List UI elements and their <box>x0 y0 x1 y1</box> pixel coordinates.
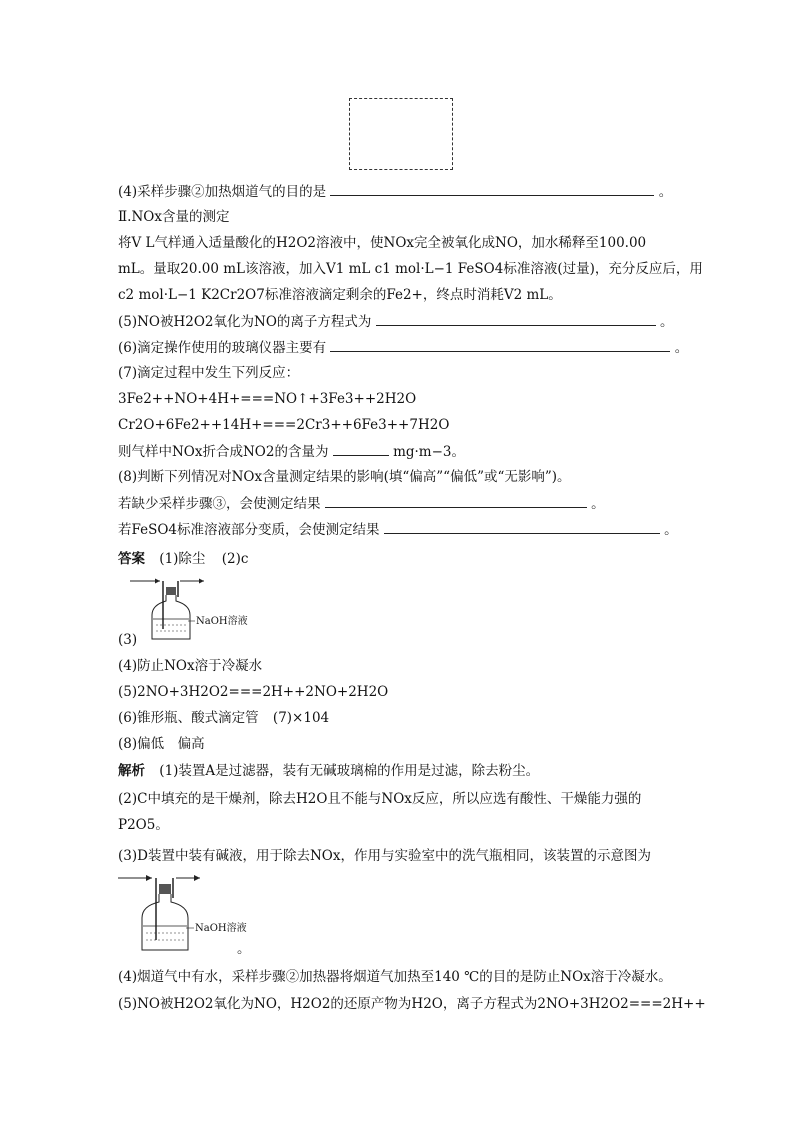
answer-blank[interactable] <box>384 519 660 534</box>
question-6 <box>118 337 688 358</box>
stopper <box>166 587 176 595</box>
bottle <box>142 894 188 950</box>
answer-3: (3) <box>118 632 138 648</box>
answer-blank[interactable] <box>333 441 389 456</box>
answer-1: (1)除尘 <box>159 551 206 567</box>
answer-blank[interactable] <box>330 181 654 196</box>
arrow-head <box>155 579 160 584</box>
question-8b-text: 若FeSO4标准溶液部分变质，会使测定结果 <box>118 522 380 538</box>
analysis-3: (3)D装置中装有碱液，用于除去NOx，作用与实验室中的洗气瓶相同，该装置的示意图为 <box>118 848 651 864</box>
answer-2: (2)c <box>221 551 249 567</box>
analysis-5: (5)NO被H2O2氧化为NO，H2O2的还原产物为H2O，离子方程式为2NO+3H2O2===2H++ <box>118 996 706 1012</box>
question-7b-text: 则气样中NOx折合成NO2的含量为 <box>118 444 329 460</box>
equation-1: 3Fe2++NO+4H+===NO↑+3Fe3++2H2O <box>118 391 417 407</box>
answer-label: 答案 <box>118 551 145 567</box>
analysis-label: 解析 <box>118 763 145 779</box>
question-8a-text: 若缺少采样步骤③，会使测定结果 <box>118 496 321 512</box>
analysis-line <box>118 761 539 781</box>
answer-box <box>349 98 453 170</box>
analysis-4: (4)烟道气中有水，采样步骤②加热器将烟道气加热至140 ℃的目的是防止NOx溶于冷凝水。 <box>118 969 672 985</box>
question-6-text: (6)滴定操作使用的玻璃仪器主要有 <box>118 340 327 356</box>
analysis-2-cont: P2O5。 <box>118 817 169 833</box>
arrow-head <box>146 875 152 881</box>
stopper <box>159 884 171 894</box>
question-5-text: (5)NO被H2O2氧化为NO的离子方程式为 <box>118 314 372 330</box>
punctuation: 。 <box>237 941 251 957</box>
punctuation: 。 <box>658 184 673 200</box>
paragraph-line: 将V L气样通入适量酸化的H2O2溶液中，使NOx完全被氧化成NO，加水稀释至100.00 <box>118 235 647 251</box>
question-5 <box>118 311 674 332</box>
answer-4: (4)防止NOx溶于冷凝水 <box>118 658 263 674</box>
paragraph-line: mL。量取20.00 mL该溶液，加入V1 mL c1 mol·L−1 FeSO4标准溶液(过量)，充分反应后，用 <box>118 261 703 277</box>
question-8a <box>118 493 605 514</box>
analysis-2: (2)C中填充的是干燥剂，除去H2O且不能与NOx反应，所以应选有酸性、干燥能力强的 <box>118 791 642 807</box>
answer-8: (8)偏低 偏高 <box>118 736 205 752</box>
naoh-label: NaOH溶液 <box>195 923 247 934</box>
paragraph-line: c2 mol·L−1 K2Cr2O7标准溶液滴定剩余的Fe2+，终点时消耗V2 mL。 <box>118 287 562 303</box>
answer-5: (5)2NO+3H2O2===2H++2NO+2H2O <box>118 684 389 700</box>
equation-2: Cr2O+6Fe2++14H+===2Cr3++6Fe3++7H2O <box>118 417 450 433</box>
bottle <box>152 595 190 639</box>
punctuation: 。 <box>674 340 689 356</box>
answer-blank[interactable] <box>376 311 656 326</box>
section-heading: Ⅱ.NOx含量的测定 <box>118 209 230 225</box>
unit: mg·m−3。 <box>393 444 465 460</box>
answer-blank[interactable] <box>325 493 587 508</box>
punctuation: 。 <box>591 496 605 512</box>
answer-blank[interactable] <box>330 337 670 352</box>
question-8: (8)判断下列情况对NOx含量测定结果的影响(填“偏高”“偏低”或“无影响”)。 <box>118 469 571 485</box>
question-4 <box>118 181 672 202</box>
punctuation: 。 <box>660 314 674 330</box>
question-7: (7)滴定过程中发生下列反应： <box>118 365 300 381</box>
answer-7: (7)×104 <box>272 710 330 726</box>
answer-6-7 <box>118 708 329 728</box>
analysis-1: (1)装置A是过滤器，装有无碱玻璃棉的作用是过滤，除去粉尘。 <box>159 763 540 779</box>
question-8b <box>118 519 678 540</box>
naoh-label: NaOH溶液 <box>196 616 248 627</box>
punctuation: 。 <box>664 522 678 538</box>
gas-washing-bottle-diagram <box>130 575 260 645</box>
answer-6: (6)锥形瓶、酸式滴定管 <box>118 710 259 726</box>
question-4-text: (4)采样步骤②加热烟道气的目的是 <box>118 184 327 200</box>
arrow-head <box>194 875 200 881</box>
answer-line <box>118 549 248 569</box>
arrow-head <box>199 579 204 584</box>
question-7b <box>118 441 465 462</box>
